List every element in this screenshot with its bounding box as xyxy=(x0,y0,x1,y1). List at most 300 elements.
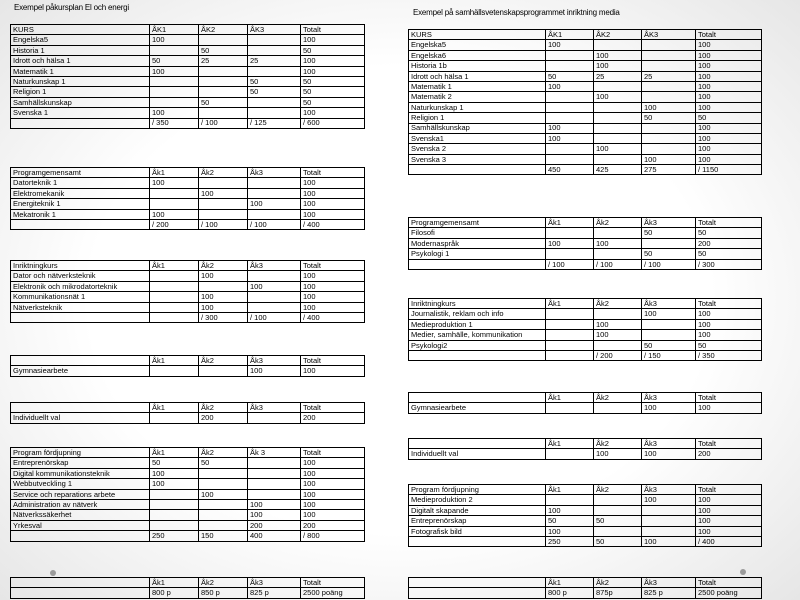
course-name-cell: Webbutveckling 1 xyxy=(11,479,150,489)
points-cell: / 125 xyxy=(248,118,301,128)
header-cell: Program fördjupning xyxy=(11,448,150,458)
course-name-cell: Elektronik och mikrodatorteknik xyxy=(11,281,150,291)
points-cell xyxy=(594,526,642,536)
table-row xyxy=(409,588,762,598)
points-cell: 2500 poäng xyxy=(301,588,365,598)
header-cell xyxy=(11,578,150,588)
points-cell xyxy=(248,108,301,118)
table-row xyxy=(409,249,762,259)
table-row xyxy=(11,66,365,76)
points-cell xyxy=(248,479,301,489)
points-cell xyxy=(546,102,594,112)
points-cell xyxy=(150,87,199,97)
header-cell: Åk3 xyxy=(642,485,696,495)
points-cell xyxy=(248,35,301,45)
points-cell xyxy=(546,50,594,60)
header-cell: Totalt xyxy=(301,448,365,458)
points-cell: 100 xyxy=(150,468,199,478)
points-cell xyxy=(546,61,594,71)
header-cell: Åk2 xyxy=(594,393,642,403)
points-cell xyxy=(642,40,696,50)
points-cell: 25 xyxy=(642,71,696,81)
points-cell xyxy=(248,413,301,423)
table-row xyxy=(409,259,762,269)
points-cell: 250 xyxy=(150,531,199,541)
course-name-cell: Fotografisk bild xyxy=(409,526,546,536)
course-name-cell: Svenska 2 xyxy=(409,144,546,154)
points-cell xyxy=(150,520,199,530)
header-cell: Åk3 xyxy=(248,403,301,413)
header-cell: ÅK3 xyxy=(248,25,301,35)
points-cell: 100 xyxy=(642,536,696,546)
table-row xyxy=(11,118,365,128)
points-cell xyxy=(248,458,301,468)
points-cell xyxy=(199,468,248,478)
header-cell: Totalt xyxy=(696,393,762,403)
course-name-cell: Entreprenörskap xyxy=(11,458,150,468)
course-name-cell xyxy=(11,312,150,322)
points-cell xyxy=(199,66,248,76)
table-row xyxy=(409,81,762,91)
points-cell: 100 xyxy=(594,330,642,340)
table-row xyxy=(11,76,365,86)
header-cell: Åk3 xyxy=(248,578,301,588)
points-cell: 100 xyxy=(150,479,199,489)
header-cell: Åk2 xyxy=(199,448,248,458)
course-name-cell: Matematik 2 xyxy=(409,92,546,102)
points-cell xyxy=(546,330,594,340)
table-row xyxy=(409,144,762,154)
table-header-row xyxy=(409,218,762,228)
points-cell: 100 xyxy=(696,40,762,50)
header-cell: Åk3 xyxy=(642,578,696,588)
header-cell: Åk3 xyxy=(248,356,301,366)
points-cell xyxy=(248,302,301,312)
course-name-cell: Medier, samhälle, kommunikation xyxy=(409,330,546,340)
header-cell xyxy=(11,403,150,413)
points-cell: / 100 xyxy=(594,259,642,269)
course-name-cell xyxy=(11,118,150,128)
points-cell xyxy=(546,144,594,154)
points-cell xyxy=(642,61,696,71)
header-cell: Totalt xyxy=(696,299,762,309)
table-row xyxy=(11,588,365,598)
points-cell: 50 xyxy=(594,516,642,526)
course-name-cell xyxy=(409,165,546,175)
header-cell: Åk1 xyxy=(546,299,594,309)
header-cell: Åk2 xyxy=(199,578,248,588)
points-cell: 150 xyxy=(199,531,248,541)
course-name-cell: Modernaspråk xyxy=(409,238,546,248)
table-row xyxy=(409,40,762,50)
header-cell: Inriktningkurs xyxy=(409,299,546,309)
points-cell xyxy=(150,413,199,423)
points-cell xyxy=(199,366,248,376)
points-cell: 100 xyxy=(696,526,762,536)
points-cell: 100 xyxy=(594,50,642,60)
points-cell: 100 xyxy=(696,50,762,60)
left-course-table xyxy=(10,402,365,424)
header-cell: Åk2 xyxy=(594,218,642,228)
course-name-cell xyxy=(11,588,150,598)
points-cell xyxy=(594,309,642,319)
table-row xyxy=(409,238,762,248)
header-cell: Åk1 xyxy=(150,261,199,271)
table-row xyxy=(409,165,762,175)
points-cell: 100 xyxy=(696,330,762,340)
decorative-dot xyxy=(740,569,746,575)
header-cell: Åk2 xyxy=(594,578,642,588)
right-page-title: Exempel på samhällsvetenskapsprogrammet inriktning media xyxy=(413,8,620,17)
points-cell: 800 p xyxy=(150,588,199,598)
points-cell xyxy=(642,92,696,102)
header-cell: Åk2 xyxy=(199,403,248,413)
points-cell xyxy=(150,45,199,55)
table-header-row xyxy=(409,30,762,40)
header-cell: ÅK3 xyxy=(642,30,696,40)
table-row xyxy=(11,178,365,188)
right-course-table xyxy=(408,484,762,547)
points-cell: 100 xyxy=(642,449,696,459)
header-cell: Åk2 xyxy=(199,356,248,366)
points-cell: 100 xyxy=(150,209,199,219)
table-row xyxy=(11,458,365,468)
course-name-cell: Matematik 1 xyxy=(409,81,546,91)
points-cell: / 400 xyxy=(301,219,365,229)
course-name-cell: Filosofi xyxy=(409,228,546,238)
points-cell: 100 xyxy=(301,281,365,291)
header-cell: Åk1 xyxy=(150,356,199,366)
points-cell: 50 xyxy=(696,113,762,123)
points-cell xyxy=(546,340,594,350)
points-cell xyxy=(642,123,696,133)
points-cell xyxy=(150,489,199,499)
course-name-cell: Yrkesval xyxy=(11,520,150,530)
header-cell: Program fördjupning xyxy=(409,485,546,495)
table-row xyxy=(409,340,762,350)
points-cell: 825 p xyxy=(248,588,301,598)
points-cell: 100 xyxy=(696,123,762,133)
points-cell: 800 p xyxy=(546,588,594,598)
points-cell: 50 xyxy=(594,536,642,546)
points-cell: 50 xyxy=(301,97,365,107)
points-cell: 100 xyxy=(301,108,365,118)
table-row xyxy=(409,309,762,319)
right-course-table xyxy=(408,298,762,361)
header-cell: Åk2 xyxy=(199,261,248,271)
points-cell: 100 xyxy=(301,56,365,66)
course-name-cell: Individuellt val xyxy=(11,413,150,423)
table-row xyxy=(11,209,365,219)
points-cell: 100 xyxy=(594,61,642,71)
points-cell xyxy=(150,76,199,86)
table-row xyxy=(409,71,762,81)
points-cell: 200 xyxy=(301,520,365,530)
header-cell: Åk3 xyxy=(248,168,301,178)
points-cell: 200 xyxy=(696,238,762,248)
points-cell: 100 xyxy=(199,271,248,281)
points-cell xyxy=(150,499,199,509)
left-course-table xyxy=(10,167,365,230)
header-cell: Åk1 xyxy=(150,403,199,413)
course-name-cell: Nätverkssäkerhet xyxy=(11,510,150,520)
points-cell: 2500 poäng xyxy=(696,588,762,598)
points-cell xyxy=(248,45,301,55)
table-row xyxy=(11,56,365,66)
points-cell: 100 xyxy=(546,123,594,133)
points-cell xyxy=(594,40,642,50)
course-name-cell: Historia 1b xyxy=(409,61,546,71)
points-cell: 100 xyxy=(546,40,594,50)
points-cell: 100 xyxy=(696,144,762,154)
left-course-table xyxy=(10,355,365,377)
points-cell: 50 xyxy=(199,97,248,107)
header-cell: Totalt xyxy=(301,25,365,35)
points-cell: 50 xyxy=(696,249,762,259)
course-name-cell xyxy=(409,536,546,546)
header-cell: Totalt xyxy=(301,168,365,178)
points-cell xyxy=(199,178,248,188)
points-cell: / 100 xyxy=(199,118,248,128)
points-cell: 100 xyxy=(248,510,301,520)
course-name-cell: Matematik 1 xyxy=(11,66,150,76)
points-cell: 100 xyxy=(696,516,762,526)
course-name-cell xyxy=(11,531,150,541)
points-cell xyxy=(546,249,594,259)
points-cell xyxy=(199,108,248,118)
points-cell xyxy=(150,199,199,209)
table-header-row xyxy=(409,299,762,309)
points-cell: 100 xyxy=(696,133,762,143)
points-cell xyxy=(594,133,642,143)
points-cell: / 100 xyxy=(199,219,248,229)
points-cell xyxy=(594,154,642,164)
header-cell: Åk1 xyxy=(546,439,594,449)
points-cell xyxy=(642,505,696,515)
points-cell: 100 xyxy=(642,154,696,164)
points-cell: 100 xyxy=(150,108,199,118)
table-row xyxy=(11,531,365,541)
table-row xyxy=(11,188,365,198)
points-cell xyxy=(546,319,594,329)
points-cell xyxy=(248,292,301,302)
course-name-cell: Digitalt skapande xyxy=(409,505,546,515)
points-cell: 100 xyxy=(301,292,365,302)
course-name-cell: Medieproduktion 2 xyxy=(409,495,546,505)
course-name-cell: Dator och nätverksteknik xyxy=(11,271,150,281)
points-cell xyxy=(150,188,199,198)
points-cell xyxy=(150,271,199,281)
course-name-cell: Psykologi2 xyxy=(409,340,546,350)
table-row xyxy=(409,403,762,413)
points-cell: 100 xyxy=(248,199,301,209)
course-name-cell xyxy=(409,350,546,360)
header-cell: ÅK2 xyxy=(199,25,248,35)
table-row xyxy=(409,113,762,123)
header-cell: Inriktningkurs xyxy=(11,261,150,271)
points-cell: 100 xyxy=(642,403,696,413)
points-cell: 100 xyxy=(642,102,696,112)
points-cell xyxy=(642,50,696,60)
points-cell: 100 xyxy=(696,81,762,91)
points-cell: 100 xyxy=(301,178,365,188)
points-cell xyxy=(594,495,642,505)
table-row xyxy=(11,302,365,312)
points-cell xyxy=(150,312,199,322)
header-cell xyxy=(409,578,546,588)
points-cell: 50 xyxy=(642,113,696,123)
course-name-cell: Engelska6 xyxy=(409,50,546,60)
course-name-cell: Samhällskunskap xyxy=(409,123,546,133)
points-cell: / 100 xyxy=(248,219,301,229)
course-name-cell: Naturkunskap 1 xyxy=(11,76,150,86)
points-cell: 450 xyxy=(546,165,594,175)
points-cell xyxy=(248,489,301,499)
points-cell: / 300 xyxy=(696,259,762,269)
points-cell: 25 xyxy=(594,71,642,81)
points-cell xyxy=(546,495,594,505)
course-name-cell: Engelska5 xyxy=(409,40,546,50)
header-cell: Åk1 xyxy=(546,485,594,495)
points-cell: 875p xyxy=(594,588,642,598)
course-name-cell: Gymnasiearbete xyxy=(11,366,150,376)
table-row xyxy=(11,366,365,376)
table-row xyxy=(409,123,762,133)
right-course-table xyxy=(408,217,762,270)
header-cell: Åk3 xyxy=(642,439,696,449)
table-row xyxy=(409,516,762,526)
header-cell: Totalt xyxy=(696,30,762,40)
points-cell: 275 xyxy=(642,165,696,175)
header-cell: Totalt xyxy=(301,261,365,271)
course-name-cell: Administration av nätverk xyxy=(11,499,150,509)
points-cell: 50 xyxy=(150,458,199,468)
points-cell xyxy=(248,188,301,198)
points-cell: 100 xyxy=(546,505,594,515)
table-header-row xyxy=(11,578,365,588)
points-cell xyxy=(150,97,199,107)
table-row xyxy=(11,97,365,107)
table-row xyxy=(11,108,365,118)
points-cell: 100 xyxy=(301,302,365,312)
table-row xyxy=(409,330,762,340)
header-cell: Åk2 xyxy=(594,439,642,449)
points-cell: / 350 xyxy=(150,118,199,128)
course-name-cell: Svenska1 xyxy=(409,133,546,143)
points-cell: 100 xyxy=(696,92,762,102)
points-cell xyxy=(150,292,199,302)
points-cell xyxy=(642,133,696,143)
points-cell: 100 xyxy=(696,403,762,413)
table-row xyxy=(11,468,365,478)
points-cell xyxy=(546,154,594,164)
points-cell xyxy=(642,319,696,329)
header-cell: Totalt xyxy=(696,439,762,449)
points-cell: 100 xyxy=(150,66,199,76)
points-cell: 100 xyxy=(248,499,301,509)
points-cell xyxy=(248,468,301,478)
left-course-table xyxy=(10,260,365,323)
points-cell: 100 xyxy=(301,35,365,45)
course-name-cell: Energiteknik 1 xyxy=(11,199,150,209)
course-name-cell xyxy=(11,219,150,229)
table-row xyxy=(11,219,365,229)
table-row xyxy=(11,499,365,509)
points-cell: 100 xyxy=(150,178,199,188)
points-cell xyxy=(546,228,594,238)
points-cell xyxy=(546,350,594,360)
course-name-cell: Medieproduktion 1 xyxy=(409,319,546,329)
points-cell: 100 xyxy=(301,366,365,376)
course-name-cell: Samhällskunskap xyxy=(11,97,150,107)
header-cell: Åk 3 xyxy=(248,448,301,458)
course-name-cell: Service och reparations arbete xyxy=(11,489,150,499)
course-name-cell: Engelska5 xyxy=(11,35,150,45)
header-cell: Åk1 xyxy=(546,218,594,228)
table-row xyxy=(11,271,365,281)
header-cell xyxy=(11,356,150,366)
course-name-cell: Kommunikationsnät 1 xyxy=(11,292,150,302)
table-header-row xyxy=(409,485,762,495)
table-row xyxy=(409,495,762,505)
table-header-row xyxy=(11,25,365,35)
points-cell: 100 xyxy=(696,309,762,319)
table-header-row xyxy=(11,168,365,178)
header-cell: Totalt xyxy=(301,403,365,413)
points-cell: 100 xyxy=(301,188,365,198)
table-row xyxy=(11,87,365,97)
points-cell xyxy=(594,113,642,123)
course-name-cell: Svenska 1 xyxy=(11,108,150,118)
right-course-table xyxy=(408,577,762,599)
header-cell: Totalt xyxy=(301,578,365,588)
points-cell xyxy=(594,81,642,91)
points-cell: 50 xyxy=(301,87,365,97)
course-name-cell: Elektromekanik xyxy=(11,188,150,198)
points-cell xyxy=(199,76,248,86)
left-course-table xyxy=(10,24,365,129)
points-cell: / 400 xyxy=(301,312,365,322)
table-header-row xyxy=(409,578,762,588)
header-cell: Programgemensamt xyxy=(11,168,150,178)
table-row xyxy=(409,154,762,164)
points-cell: 50 xyxy=(642,340,696,350)
points-cell xyxy=(594,505,642,515)
course-name-cell: Naturkunskap 1 xyxy=(409,102,546,112)
course-name-cell: Individuellt val xyxy=(409,449,546,459)
header-cell: Programgemensamt xyxy=(409,218,546,228)
course-name-cell: Religion 1 xyxy=(409,113,546,123)
header-cell: Åk1 xyxy=(150,578,199,588)
points-cell: 100 xyxy=(301,199,365,209)
points-cell xyxy=(150,281,199,291)
points-cell: 100 xyxy=(301,271,365,281)
right-course-table xyxy=(408,29,762,175)
table-row xyxy=(409,50,762,60)
header-cell: Totalt xyxy=(696,578,762,588)
points-cell: 100 xyxy=(199,489,248,499)
points-cell xyxy=(199,479,248,489)
points-cell xyxy=(642,81,696,91)
right-course-table xyxy=(408,438,762,460)
points-cell xyxy=(594,102,642,112)
points-cell: 50 xyxy=(199,45,248,55)
table-header-row xyxy=(11,403,365,413)
table-row xyxy=(11,413,365,423)
table-header-row xyxy=(409,393,762,403)
points-cell: 50 xyxy=(696,228,762,238)
points-cell: / 100 xyxy=(248,312,301,322)
